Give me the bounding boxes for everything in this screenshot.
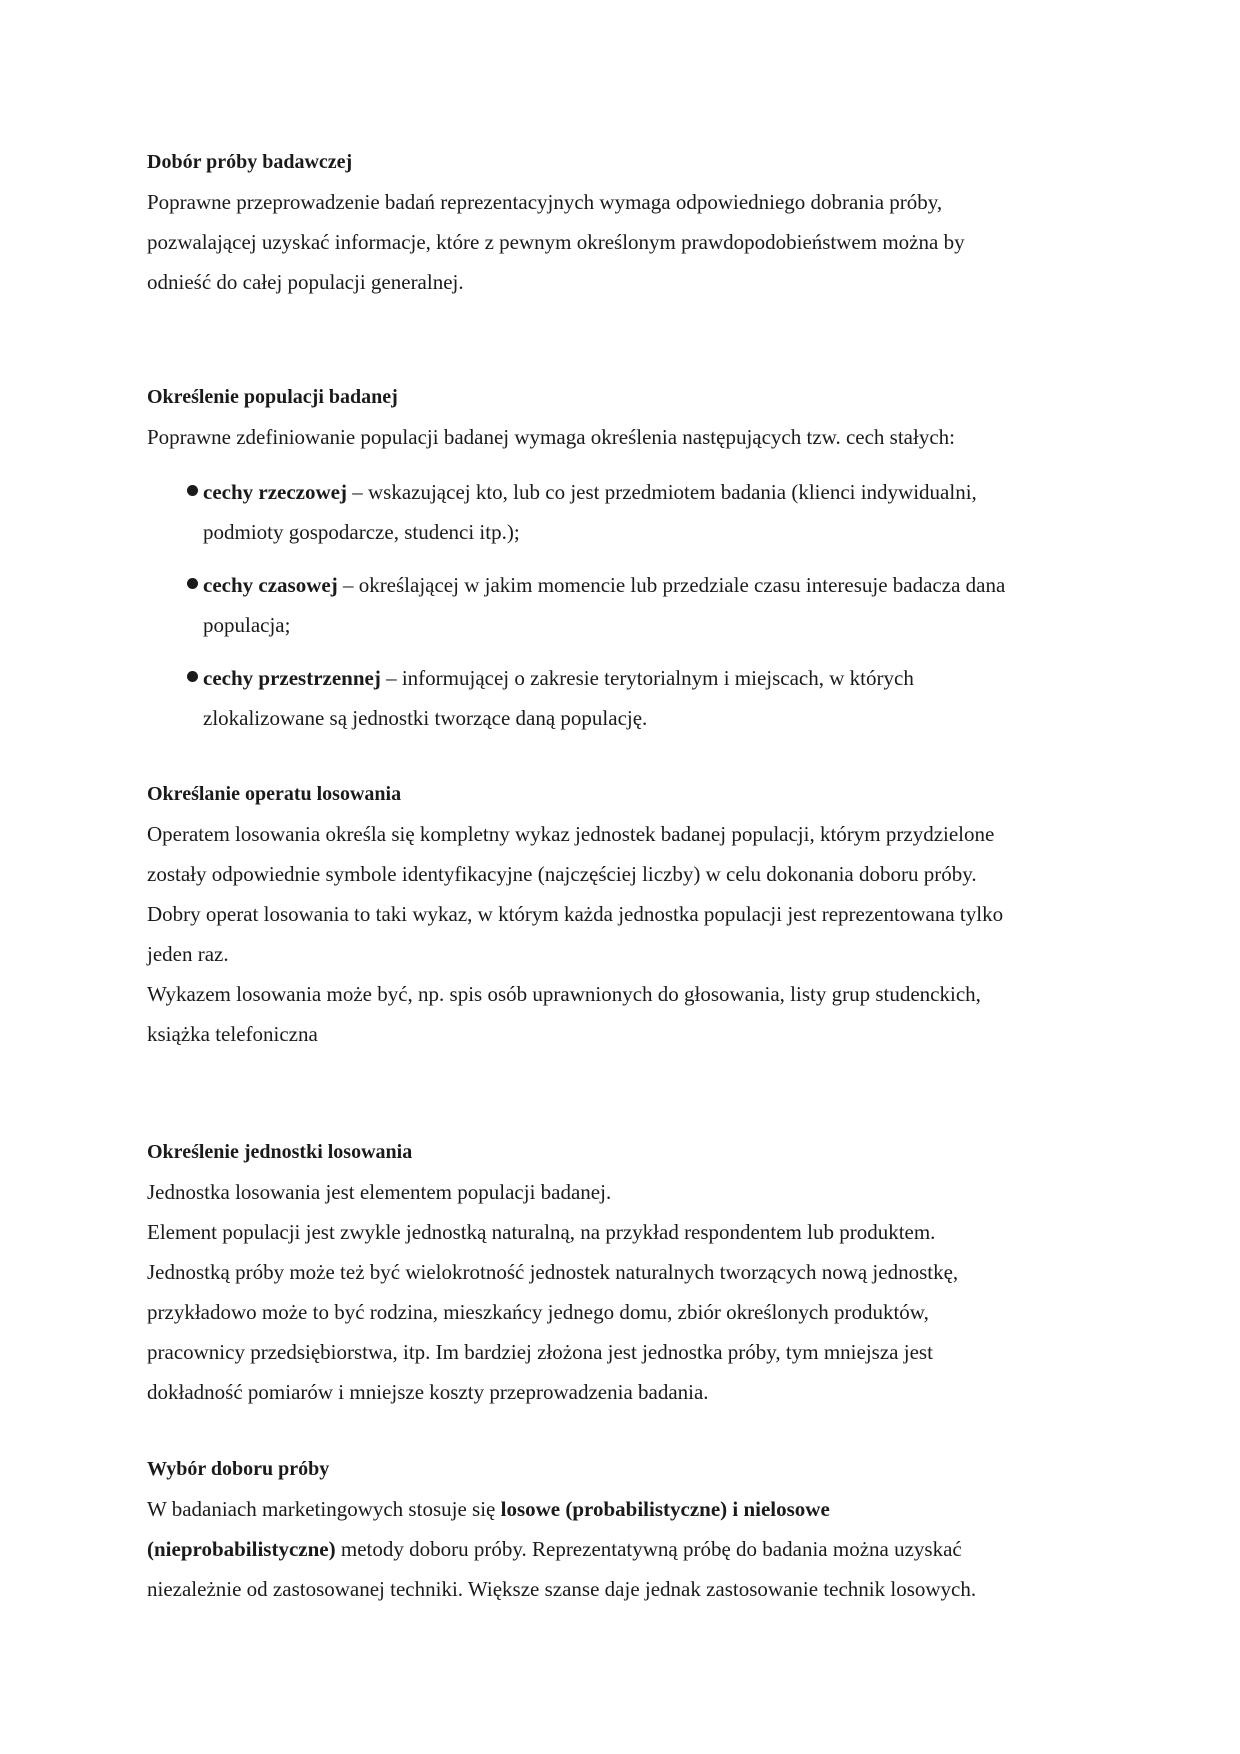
paragraph-line: niezależnie od zastosowanej techniki. Większe szanse daje jednak zastosowanie technik losowych.	[147, 1577, 977, 1601]
text-run-bold: (nieprobabilistyczne)	[147, 1537, 336, 1561]
paragraph-line: odnieść do całej populacji generalnej.	[147, 270, 464, 294]
paragraph-line: Operatem losowania określa się kompletny wykaz jednostek badanej populacji, którym przydzielone	[147, 822, 995, 846]
paragraph-line: dokładność pomiarów i mniejsze koszty przeprowadzenia badania.	[147, 1380, 709, 1404]
paragraph-line: Element populacji jest zwykle jednostką naturalną, na przykład respondentem lub produktem.	[147, 1220, 936, 1244]
fixed-features-list	[147, 472, 1097, 751]
list-item	[147, 658, 1097, 738]
list-item-term: cechy przestrzennej	[203, 666, 381, 690]
section-sampling-frame	[147, 774, 1097, 1054]
text-run: W badaniach marketingowych stosuje się	[147, 1497, 501, 1521]
list-item-text: – określającej w jakim momencie lub przedziale czasu interesuje badacza dana	[337, 573, 1006, 597]
paragraph-line: przykładowo może to być rodzina, mieszkańcy jednego domu, zbiór określonych produktów,	[147, 1300, 929, 1324]
paragraph-line: Poprawne zdefiniowanie populacji badanej wymaga określenia następujących tzw. cech stałych:	[147, 425, 955, 449]
paragraph-line: jeden raz.	[147, 942, 229, 966]
section-sampling-choice	[147, 1449, 1097, 1609]
section-heading	[147, 377, 1097, 417]
section-sampling-unit	[147, 1132, 1097, 1412]
section-heading: Określenie jednostki losowania	[147, 1141, 413, 1163]
section-heading: Wybór doboru próby	[147, 1458, 330, 1480]
paragraph-line: Poprawne przeprowadzenie badań reprezentacyjnych wymaga odpowiedniego dobrania próby,	[147, 190, 943, 214]
list-item-term: cechy rzeczowej	[203, 480, 347, 504]
list-item-text: populacja;	[203, 613, 291, 637]
list-item-text: zlokalizowane są jednostki tworzące daną populację.	[203, 706, 648, 730]
heading-part: populacji badanej	[243, 386, 398, 408]
bullet-icon	[187, 485, 198, 496]
paragraph-line: pracownicy przedsiębiorstwa, itp. Im bardziej złożona jest jednostka próby, tym mniejsza jest	[147, 1340, 933, 1364]
heading-part: Określenie	[147, 386, 244, 408]
list-item-text: podmioty gospodarcze, studenci itp.);	[203, 520, 520, 544]
paragraph-line: Wykazem losowania może być, np. spis osób uprawnionych do głosowania, listy grup studenckich,	[147, 982, 981, 1006]
section-sample-selection	[147, 142, 1097, 302]
paragraph-line	[147, 1529, 1097, 1569]
bullet-icon	[187, 671, 198, 682]
paragraph-line: Dobry operat losowania to taki wykaz, w którym każda jednostka populacji jest reprezentowana tylko	[147, 902, 1004, 926]
section-heading: Określanie operatu losowania	[147, 783, 402, 805]
text-run-bold: losowe (probabilistyczne) i nielosowe	[500, 1497, 830, 1521]
list-item-text: – wskazującej kto, lub co jest przedmiotem badania (klienci indywidualni,	[346, 480, 977, 504]
list-item-text: – informującej o zakresie terytorialnym i miejscach, w których	[380, 666, 914, 690]
section-heading: Dobór próby badawczej	[147, 151, 353, 173]
paragraph-line: książka telefoniczna	[147, 1022, 318, 1046]
paragraph-line: pozwalającej uzyskać informacje, które z pewnym określonym prawdopodobieństwem można by	[147, 230, 965, 254]
text-run: metody doboru próby. Reprezentatywną próbę do badania można uzyskać	[335, 1537, 962, 1561]
bullet-icon	[187, 578, 198, 589]
list-item	[147, 565, 1097, 645]
section-population	[147, 377, 1097, 457]
list-item	[147, 472, 1097, 552]
paragraph-line: Jednostka losowania jest elementem populacji badanej.	[147, 1180, 612, 1204]
paragraph-line: Jednostką próby może też być wielokrotność jednostek naturalnych tworzących nową jednostkę,	[147, 1260, 959, 1284]
paragraph-line: zostały odpowiednie symbole identyfikacyjne (najczęściej liczby) w celu dokonania doboru próby.	[147, 862, 977, 886]
list-item-term: cechy czasowej	[203, 573, 338, 597]
paragraph-line	[147, 1489, 1097, 1529]
